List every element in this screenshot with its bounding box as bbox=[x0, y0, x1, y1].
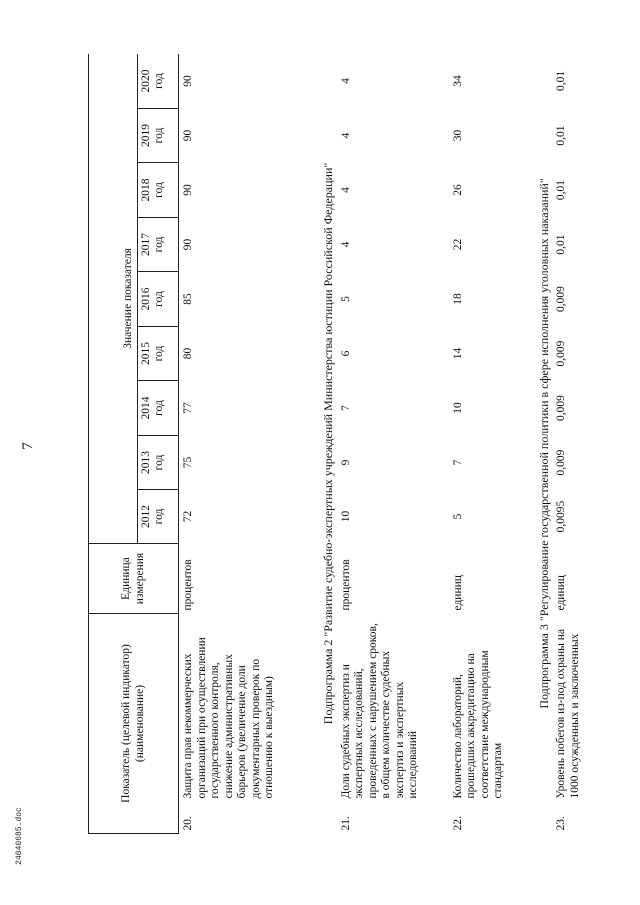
table-frame bbox=[88, 54, 593, 834]
year-header-2014: 2014 год bbox=[137, 380, 178, 435]
unit-value: единиц bbox=[451, 574, 463, 610]
value-2012: 0,0095 bbox=[554, 500, 567, 532]
values-group-header: Значение показателя bbox=[88, 54, 137, 544]
year-header-2012: 2012 год bbox=[137, 489, 178, 543]
value-2015: 80 bbox=[181, 347, 194, 359]
value-2020: 34 bbox=[451, 74, 463, 87]
rotated-table-viewport bbox=[88, 54, 593, 834]
value-2020: 4 bbox=[339, 77, 351, 84]
value-2018: 4 bbox=[339, 186, 351, 193]
value-2017: 22 bbox=[451, 238, 463, 250]
unit-value: процентов bbox=[181, 558, 194, 610]
value-2014: 77 bbox=[181, 401, 194, 414]
subprogram-2-row bbox=[320, 54, 338, 834]
value-2017: 0,01 bbox=[554, 233, 567, 255]
year-header-2017: 2017 год bbox=[137, 217, 178, 271]
year-header-2018: 2018 год bbox=[137, 162, 178, 217]
year-header-2016: 2016 год bbox=[137, 271, 178, 326]
value-2015: 0,009 bbox=[554, 340, 567, 366]
value-2013: 75 bbox=[181, 456, 194, 468]
unit-value: единиц bbox=[554, 574, 567, 610]
indicator-table bbox=[88, 54, 593, 834]
value-2017: 90 bbox=[181, 238, 194, 250]
subprogram-3-row bbox=[535, 54, 553, 834]
value-2020: 90 bbox=[181, 74, 194, 87]
indicator-column-header: Показатель (целевой индикатор) (наименование) bbox=[88, 613, 178, 833]
value-2012: 10 bbox=[339, 510, 351, 522]
row-number: 23. bbox=[554, 815, 567, 830]
value-2016: 5 bbox=[339, 295, 351, 302]
year-header-2013: 2013 год bbox=[137, 435, 178, 489]
value-2019: 90 bbox=[181, 129, 194, 141]
subprogram-3-title: Подпрограмма 3 "Регулирование государственной политики в сфере исполнения уголовных наказаний" bbox=[536, 177, 550, 709]
value-2012: 72 bbox=[181, 510, 194, 522]
value-2012: 5 bbox=[451, 513, 463, 519]
value-2013: 9 bbox=[339, 459, 351, 465]
value-2019: 0,01 bbox=[554, 124, 567, 146]
value-2018: 90 bbox=[181, 183, 194, 196]
indicator-name: Доли судебных экспертиз и экспертных исследований, проведенных с нарушением сроков, в общем количестве судебных экспертиз и экспертных исследований bbox=[339, 622, 419, 798]
value-2017: 4 bbox=[339, 241, 351, 247]
subprogram-2-title: Подпрограмма 2 "Развитие судебно-экспертных учреждений Министерства юстиции Российской Федерации" bbox=[320, 162, 335, 724]
unit-value: процентов bbox=[339, 558, 351, 610]
value-2014: 7 bbox=[339, 404, 351, 411]
row-number: 20. bbox=[181, 815, 194, 830]
table-row-22 bbox=[449, 54, 535, 834]
value-2013: 0,009 bbox=[554, 449, 567, 475]
indicator-name: Защита прав некоммерческих организаций при осуществлении государственного контроля, снижение административных барьеров (увеличение доли документарных проверок по отношению к выездным) bbox=[181, 636, 275, 798]
value-2018: 26 bbox=[451, 183, 463, 196]
unit-column-header: Единица измерения bbox=[88, 543, 178, 613]
value-2014: 0,009 bbox=[554, 394, 567, 421]
value-2016: 0,009 bbox=[554, 285, 567, 312]
indicator-name: Уровень побегов из-под охраны на 1000 осужденных и заключенных bbox=[554, 628, 580, 798]
year-header-2019: 2019 год bbox=[137, 108, 178, 162]
row-number: 22. bbox=[451, 815, 463, 830]
value-2016: 18 bbox=[451, 292, 463, 305]
row-number: 21. bbox=[339, 815, 351, 830]
value-2019: 30 bbox=[451, 129, 463, 141]
value-2018: 0,01 bbox=[554, 179, 567, 200]
indicator-name: Количество лабораторий, прошедших аккредитацию на соответствие международным стандартам bbox=[451, 649, 504, 798]
year-header-2015: 2015 год bbox=[137, 326, 178, 380]
table-row-23 bbox=[553, 54, 593, 834]
value-2015: 14 bbox=[451, 347, 463, 359]
page-number: 7 bbox=[20, 442, 36, 450]
value-2020: 0,01 bbox=[554, 70, 567, 91]
table-row-21 bbox=[337, 54, 449, 834]
year-header-2020: 2020 год bbox=[137, 54, 178, 109]
document-reference: 24040685.doc bbox=[15, 807, 24, 865]
value-2013: 7 bbox=[451, 459, 463, 465]
table-row-20 bbox=[180, 54, 320, 834]
value-2014: 10 bbox=[451, 401, 463, 414]
value-2016: 85 bbox=[181, 292, 194, 305]
value-2019: 4 bbox=[339, 132, 351, 138]
value-2015: 6 bbox=[339, 350, 351, 356]
header-row-top bbox=[88, 54, 137, 834]
